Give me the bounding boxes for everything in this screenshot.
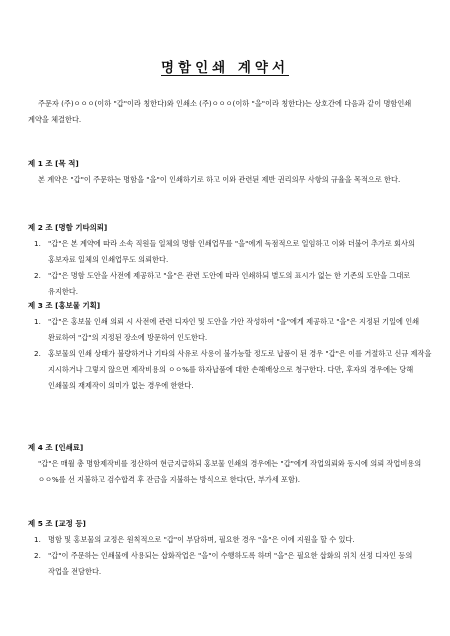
- article-2-title: 제 2 조 [명함 기타의뢰]: [28, 223, 108, 232]
- item-text: 홍보물의 인쇄 상태가 불량하거나 기타의 사유로 사용이 불가능할 정도로 납품이 된 경우 "갑"은 이를 거절하고 신규 제작을 지시하거나 그렇지 않으면 제작비용의 ㅇㅇ%를 하자납품에 대한 손해배상으로 청구한다. 다만, 후자의 경우에는 당해 인쇄물의 재제작이 의미가 없는 경우에 한한다.: [48, 349, 432, 390]
- item-text: "갑"은 본 계약에 따라 소속 직원들 일체의 명함 인쇄업무를 "을"에게 독점적으로 일임하고 이와 더불어 추가로 회사의 홍보자료 일체의 인쇄업무도 의뢰한다.: [48, 239, 415, 264]
- intro-paragraph: 주문자 (주)ㅇㅇㅇ(이하 "갑"이라 칭한다)와 인쇄소 (주)ㅇㅇㅇ(이하 "을"이라 칭한다)는 상호간에 다음과 같이 명함인쇄 계약을 체결한다.: [28, 99, 412, 124]
- article-4: [28, 440, 432, 488]
- document-title-text: 명함인쇄 계약서: [161, 60, 289, 76]
- item-number: 1.: [34, 317, 41, 326]
- article-3-title: 제 3 조 [홍보물 기획]: [28, 301, 101, 310]
- item-number: 1.: [34, 535, 41, 544]
- article-5-item-2: [28, 548, 432, 580]
- item-number: 2.: [34, 349, 41, 358]
- article-3-item-1: [28, 314, 432, 346]
- article-4-body: "갑"은 매월 총 명함제작비를 정산하여 현금지급하되 홍보물 인쇄의 경우에는 "갑"에게 작업의뢰와 동시에 의뢰 작업비용의 ㅇㅇ%를 선 지불하고 검수합격 후 잔금을 지불하는 방식으로 한다(단, 부가세 포함).: [38, 459, 422, 484]
- item-text: "갑"은 홍보물 인쇄 의뢰 시 사전에 관련 디자인 및 도안을 가안 작성하여 "을"에게 제공하고 "을"은 지정된 기일에 인쇄 완료하여 "갑"의 지정된 장소에 방문하여 인도한다.: [48, 317, 420, 342]
- article-5-title: 제 5 조 [교정 등]: [28, 519, 86, 528]
- item-text: 명함 및 홍보물의 교정은 원칙적으로 "갑"이 부담하며, 필요한 경우 "을"은 이에 지원을 할 수 있다.: [48, 535, 355, 544]
- article-1: [28, 156, 432, 188]
- item-number: 2.: [34, 551, 41, 560]
- article-2-item-1: [28, 236, 432, 268]
- item-number: 1.: [34, 239, 41, 248]
- item-text: "갑"은 명함 도안을 사전에 제공하고 "을"은 관련 도안에 따라 인쇄하되 별도의 표시가 없는 한 기존의 도안을 그대로 유지한다.: [48, 271, 411, 296]
- article-5-item-1: [28, 532, 432, 548]
- article-3: [28, 298, 432, 394]
- article-5: [28, 516, 432, 580]
- item-text: "갑"이 주문하는 인쇄물에 사용되는 삽화작업은 "을"이 수행하도록 하며 "을"은 필요한 삽화의 위치 선정 디자인 등의 작업을 전담한다.: [48, 551, 413, 576]
- article-4-title: 제 4 조 [인쇄료]: [28, 443, 84, 452]
- article-1-title: 제 1 조 [목 적]: [28, 159, 79, 168]
- article-3-item-2: [28, 346, 432, 394]
- article-2: [28, 220, 432, 300]
- article-1-body: 본 계약은 "갑"이 주문하는 명함을 "을"이 인쇄하기로 하고 이와 관련된 제반 권리의무 사항의 규율을 목적으로 한다.: [38, 175, 401, 184]
- article-2-item-2: [28, 268, 432, 300]
- item-number: 2.: [34, 271, 41, 280]
- document-title: [0, 56, 450, 76]
